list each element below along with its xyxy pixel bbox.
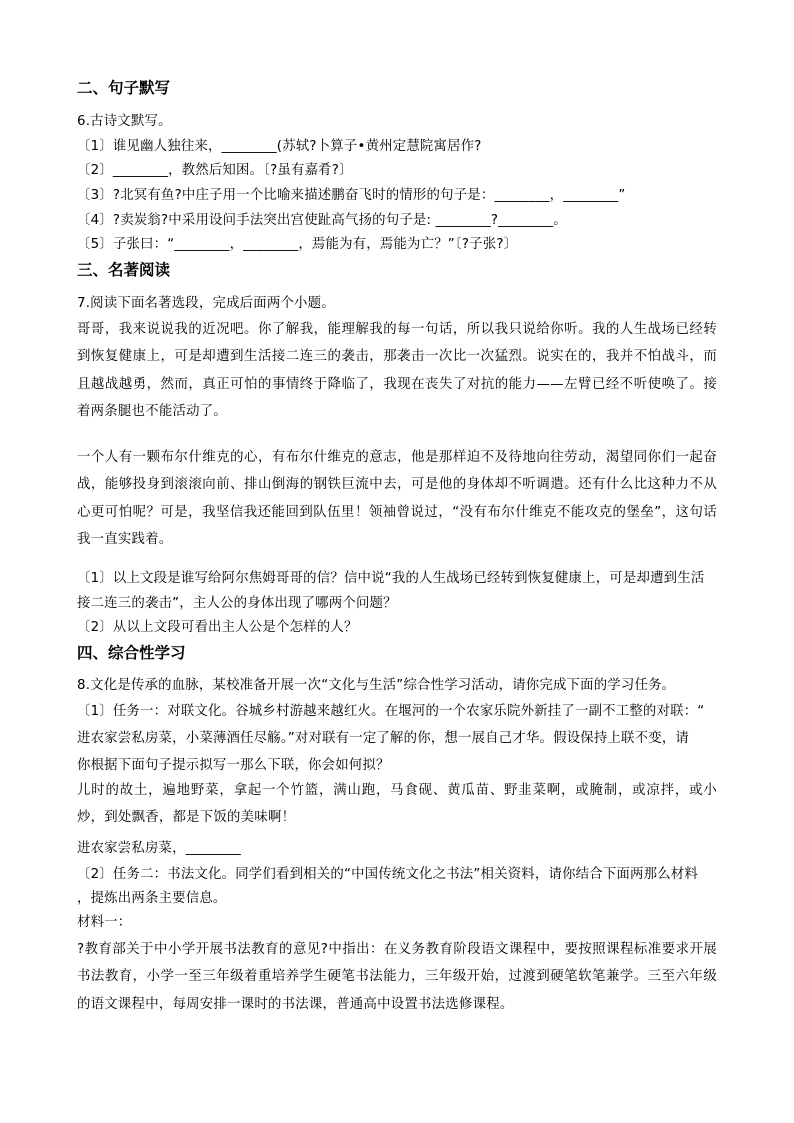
task-1-material: 儿时的故土，遍地野菜，拿起一个竹篮，满山跑，马食砚、黄瓜苗、野韭菜啊，或腌制，或凉拌，或小炒，到处飘香，都是下饭的美味啊！ (77, 783, 717, 826)
question-7-sub-1-line-2: 接二连三的袭击”，主人公的身体出现了哪两个问题？ (77, 596, 397, 611)
question-7-stem: 7.阅读下面名著选段，完成后面两个小题。 (77, 296, 335, 311)
passage-paragraph-1: 哥哥，我来说说我的近况吧。你了解我，能理解我的每一句话，所以我只说给你听。我的人生战场已经转到恢复健康上，可是却遭到生活接二连三的袭击，那袭击一次比一次猛烈。说实在的，我并不怕战斗，而且越战越勇，然而，真正可怕的事情终于降临了，我现在丧失了对抗的能力——左臂已经不听使唤了。接着两条腿也不能活动了。 (77, 322, 717, 420)
task-2-line-2: ，提炼出两条主要信息。 (77, 891, 227, 906)
task-1-line-3: 你根据下面句子提示拟写一那么下联，你会如何拟？ (77, 758, 390, 773)
section-heading-3: 三、名著阅读 (77, 261, 171, 279)
question-6-item-3: 〔3〕?北冥有鱼?中庄子用一个比喻来描述鹏奋飞时的情形的句子是：________，________” (77, 188, 626, 203)
question-7-sub-1-line-1: 〔1〕以上文段是谁写给阿尔焦姆哥哥的信？信中说“我的人生战场已经转到恢复健康上，可是却遭到生活 (77, 571, 705, 586)
question-6-item-5: 〔5〕子张曰：“________，________，焉能为有，焉能为亡？”〔?子张?〕 (77, 237, 518, 252)
material-1-label: 材料一： (77, 915, 132, 930)
question-6-stem: 6.古诗文默写。 (77, 114, 172, 129)
question-6-item-4: 〔4〕?卖炭翁?中采用设问手法突出宫使趾高气扬的句子是: ________?________。 (77, 213, 567, 228)
material-1-text: ?教育部关于中小学开展书法教育的意见?中指出：在义务教育阶段语文课程中，要按照课程标准要求开展书法教育，小学一至三年级着重培养学生硬笔书法能力，三年级开始，过渡到硬笔软笔兼学。三至六年级的语文课程中，每周安排一课时的书法课，普通高中设置书法选修课程。 (77, 942, 717, 1012)
section-heading-4: 四、综合性学习 (77, 644, 186, 662)
passage-paragraph-2: 一个人有一颗布尔什维克的心，有布尔什维克的意志，他是那样迫不及待地向往劳动，渴望同你们一起奋战，能够投身到滚滚向前、排山倒海的钢铁巨流中去，可是他的身体却不听调遣。还有什么比这种力不从心更可怕呢？可是，我坚信我还能回到队伍里！领袖曾说过，“没有布尔什维克不能攻克的堡垒”，这句话我一直实践着。 (77, 450, 717, 548)
question-8-stem: 8.文化是传承的血脉，某校准备开展一次“文化与生活”综合性学习活动，请你完成下面的学习任务。 (77, 678, 676, 693)
question-6-item-2: 〔2〕________，教然后知困。〔?虽有嘉肴?〕 (77, 163, 353, 178)
question-7-sub-2: 〔2〕从以上文段可看出主人公是个怎样的人？ (77, 620, 358, 635)
section-heading-2: 二、句子默写 (77, 79, 171, 97)
question-6-item-1: 〔1〕谁见幽人独往来，________(苏轼?卜算子•黄州定慧院寓居作? (77, 139, 482, 154)
task-1-line-1: 〔1〕任务一：对联文化。谷城乡村游越来越红火。在堰河的一个农家乐院外新挂了一副不工整的对联：“ (77, 704, 705, 719)
task-2-line-1: 〔2〕任务二：书法文化。同学们看到相关的“中国传统文化之书法”相关资料，请你结合下面两那么材料 (77, 867, 698, 882)
task-1-answer-line: 进农家尝私房菜，________ (77, 841, 241, 856)
task-1-line-2: 进农家尝私房菜，小菜薄酒任尽觞。”对对联有一定了解的你，想一展自己才华。假设保持上联不变，请 (77, 731, 690, 746)
